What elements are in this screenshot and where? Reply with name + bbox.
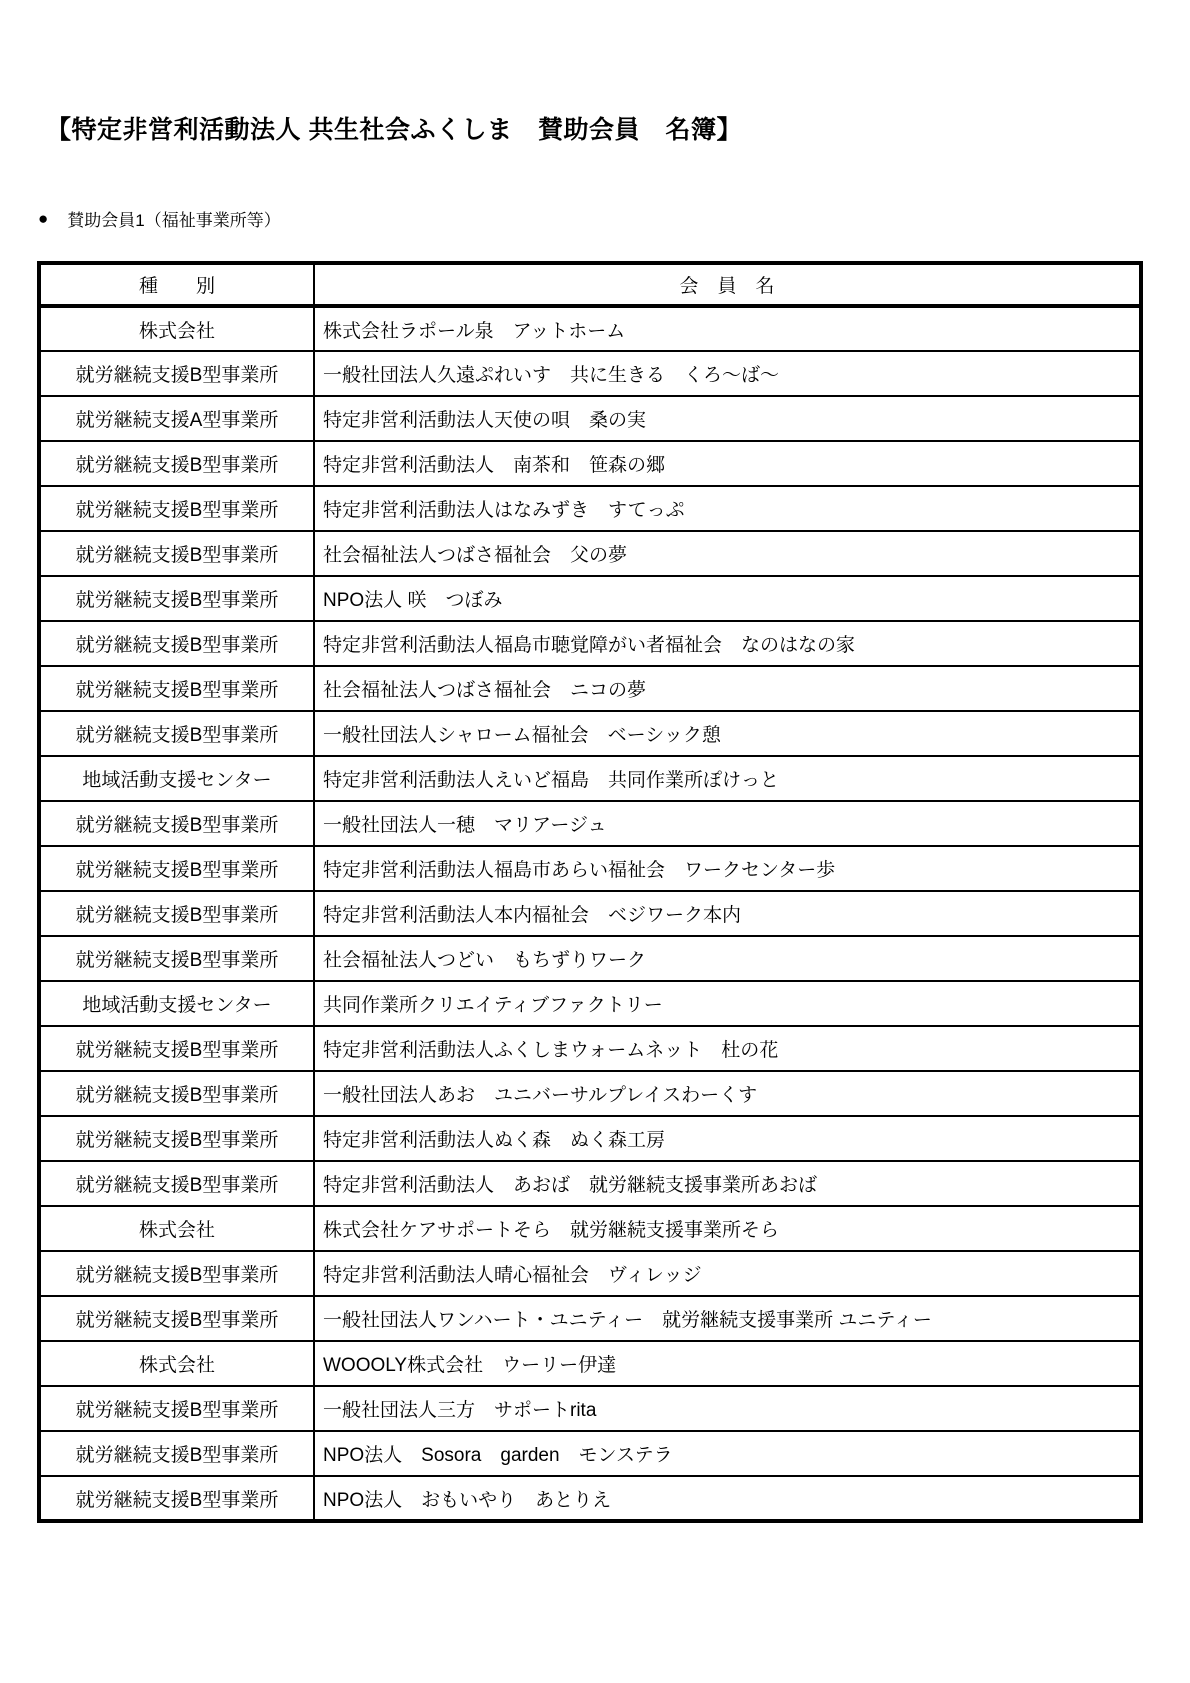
member-type-cell: 就労継続支援B型事業所 [39,1251,314,1296]
page-title: 【特定非営利活動法人 共生社会ふくしま 賛助会員 名簿】 [46,116,742,144]
table-row [39,1071,1141,1116]
member-name-cell: 社会福祉法人つばさ福祉会 父の夢 [314,531,1141,576]
member-type-cell: 就労継続支援B型事業所 [39,891,314,936]
table-row [39,891,1141,936]
member-name-cell: 一般社団法人あお ユニバーサルプレイスわーくす [314,1071,1141,1116]
table-row [39,756,1141,801]
member-type-cell: 就労継続支援B型事業所 [39,1116,314,1161]
column-header-name: 会 員 名 [314,263,1141,306]
member-name-cell: NPO法人 おもいやり あとりえ [314,1476,1141,1521]
section-label: 賛助会員1（福祉事業所等） [67,211,281,230]
member-name-cell: 共同作業所クリエイティブファクトリー [314,981,1141,1026]
member-name-cell: 特定非営利活動法人本内福祉会 ベジワーク本内 [314,891,1141,936]
table-row [39,486,1141,531]
member-type-cell: 就労継続支援B型事業所 [39,531,314,576]
member-type-cell: 就労継続支援B型事業所 [39,441,314,486]
table-row [39,936,1141,981]
table-row [39,441,1141,486]
member-type-cell: 就労継続支援B型事業所 [39,1386,314,1431]
member-name-cell: 特定非営利活動法人ぬく森 ぬく森工房 [314,1116,1141,1161]
table-row [39,351,1141,396]
member-name-cell: 一般社団法人一穂 マリアージュ [314,801,1141,846]
member-type-cell: 就労継続支援B型事業所 [39,351,314,396]
member-type-cell: 就労継続支援B型事業所 [39,711,314,756]
member-name-cell: 一般社団法人久遠ぷれいす 共に生きる くろ～ば～ [314,351,1141,396]
member-name-cell: 株式会社ラポール泉 アットホーム [314,306,1141,351]
member-table-body [39,306,1141,1521]
table-header-row [39,263,1141,306]
table-row [39,846,1141,891]
table-row [39,981,1141,1026]
table-row [39,531,1141,576]
table-row [39,1386,1141,1431]
member-type-cell: 就労継続支援B型事業所 [39,1476,314,1521]
member-name-cell: 特定非営利活動法人 南茶和 笹森の郷 [314,441,1141,486]
member-name-cell: 特定非営利活動法人 あおば 就労継続支援事業所あおば [314,1161,1141,1206]
member-type-cell: 株式会社 [39,1341,314,1386]
member-name-cell: WOOOLY株式会社 ウーリー伊達 [314,1341,1141,1386]
member-type-cell: 株式会社 [39,306,314,351]
member-name-cell: 一般社団法人ワンハート・ユニティー 就労継続支援事業所 ユニティー [314,1296,1141,1341]
bullet-icon: ● [38,209,49,228]
table-row [39,1341,1141,1386]
member-type-cell: 就労継続支援B型事業所 [39,801,314,846]
member-type-cell: 就労継続支援B型事業所 [39,1431,314,1476]
member-type-cell: 就労継続支援B型事業所 [39,486,314,531]
member-type-cell: 就労継続支援B型事業所 [39,846,314,891]
member-name-cell: 特定非営利活動法人天使の唄 桑の実 [314,396,1141,441]
member-type-cell: 株式会社 [39,1206,314,1251]
member-name-cell: 社会福祉法人つばさ福祉会 ニコの夢 [314,666,1141,711]
table-row [39,306,1141,351]
table-row [39,1296,1141,1341]
member-name-cell: 特定非営利活動法人えいど福島 共同作業所ぽけっと [314,756,1141,801]
member-type-cell: 就労継続支援B型事業所 [39,1071,314,1116]
table-row [39,666,1141,711]
table-row [39,1431,1141,1476]
table-row [39,711,1141,756]
member-name-cell: 一般社団法人三方 サポートrita [314,1386,1141,1431]
member-type-cell: 就労継続支援B型事業所 [39,621,314,666]
member-type-cell: 就労継続支援A型事業所 [39,396,314,441]
table-row [39,801,1141,846]
member-table [37,261,1143,1523]
table-row [39,1251,1141,1296]
member-type-cell: 就労継続支援B型事業所 [39,936,314,981]
member-type-cell: 就労継続支援B型事業所 [39,576,314,621]
table-row [39,1476,1141,1521]
table-row [39,576,1141,621]
member-name-cell: 特定非営利活動法人福島市聴覚障がい者福祉会 なのはなの家 [314,621,1141,666]
section-heading [38,206,281,231]
member-type-cell: 就労継続支援B型事業所 [39,666,314,711]
member-name-cell: 特定非営利活動法人晴心福祉会 ヴィレッジ [314,1251,1141,1296]
member-type-cell: 就労継続支援B型事業所 [39,1296,314,1341]
table-row [39,1116,1141,1161]
table-row [39,621,1141,666]
member-name-cell: NPO法人 Sosora garden モンステラ [314,1431,1141,1476]
member-name-cell: 社会福祉法人つどい もちずりワーク [314,936,1141,981]
member-name-cell: 特定非営利活動法人ふくしまウォームネット 杜の花 [314,1026,1141,1071]
table-row [39,396,1141,441]
table-row [39,1026,1141,1071]
member-type-cell: 地域活動支援センター [39,756,314,801]
member-type-cell: 就労継続支援B型事業所 [39,1026,314,1071]
column-header-type: 種 別 [39,263,314,306]
member-type-cell: 就労継続支援B型事業所 [39,1161,314,1206]
member-name-cell: 一般社団法人シャローム福祉会 ベーシック憩 [314,711,1141,756]
member-type-cell: 地域活動支援センター [39,981,314,1026]
table-row [39,1161,1141,1206]
member-name-cell: 特定非営利活動法人はなみずき すてっぷ [314,486,1141,531]
member-name-cell: NPO法人 咲 つぼみ [314,576,1141,621]
table-row [39,1206,1141,1251]
member-name-cell: 株式会社ケアサポートそら 就労継続支援事業所そら [314,1206,1141,1251]
member-name-cell: 特定非営利活動法人福島市あらい福祉会 ワークセンター歩 [314,846,1141,891]
